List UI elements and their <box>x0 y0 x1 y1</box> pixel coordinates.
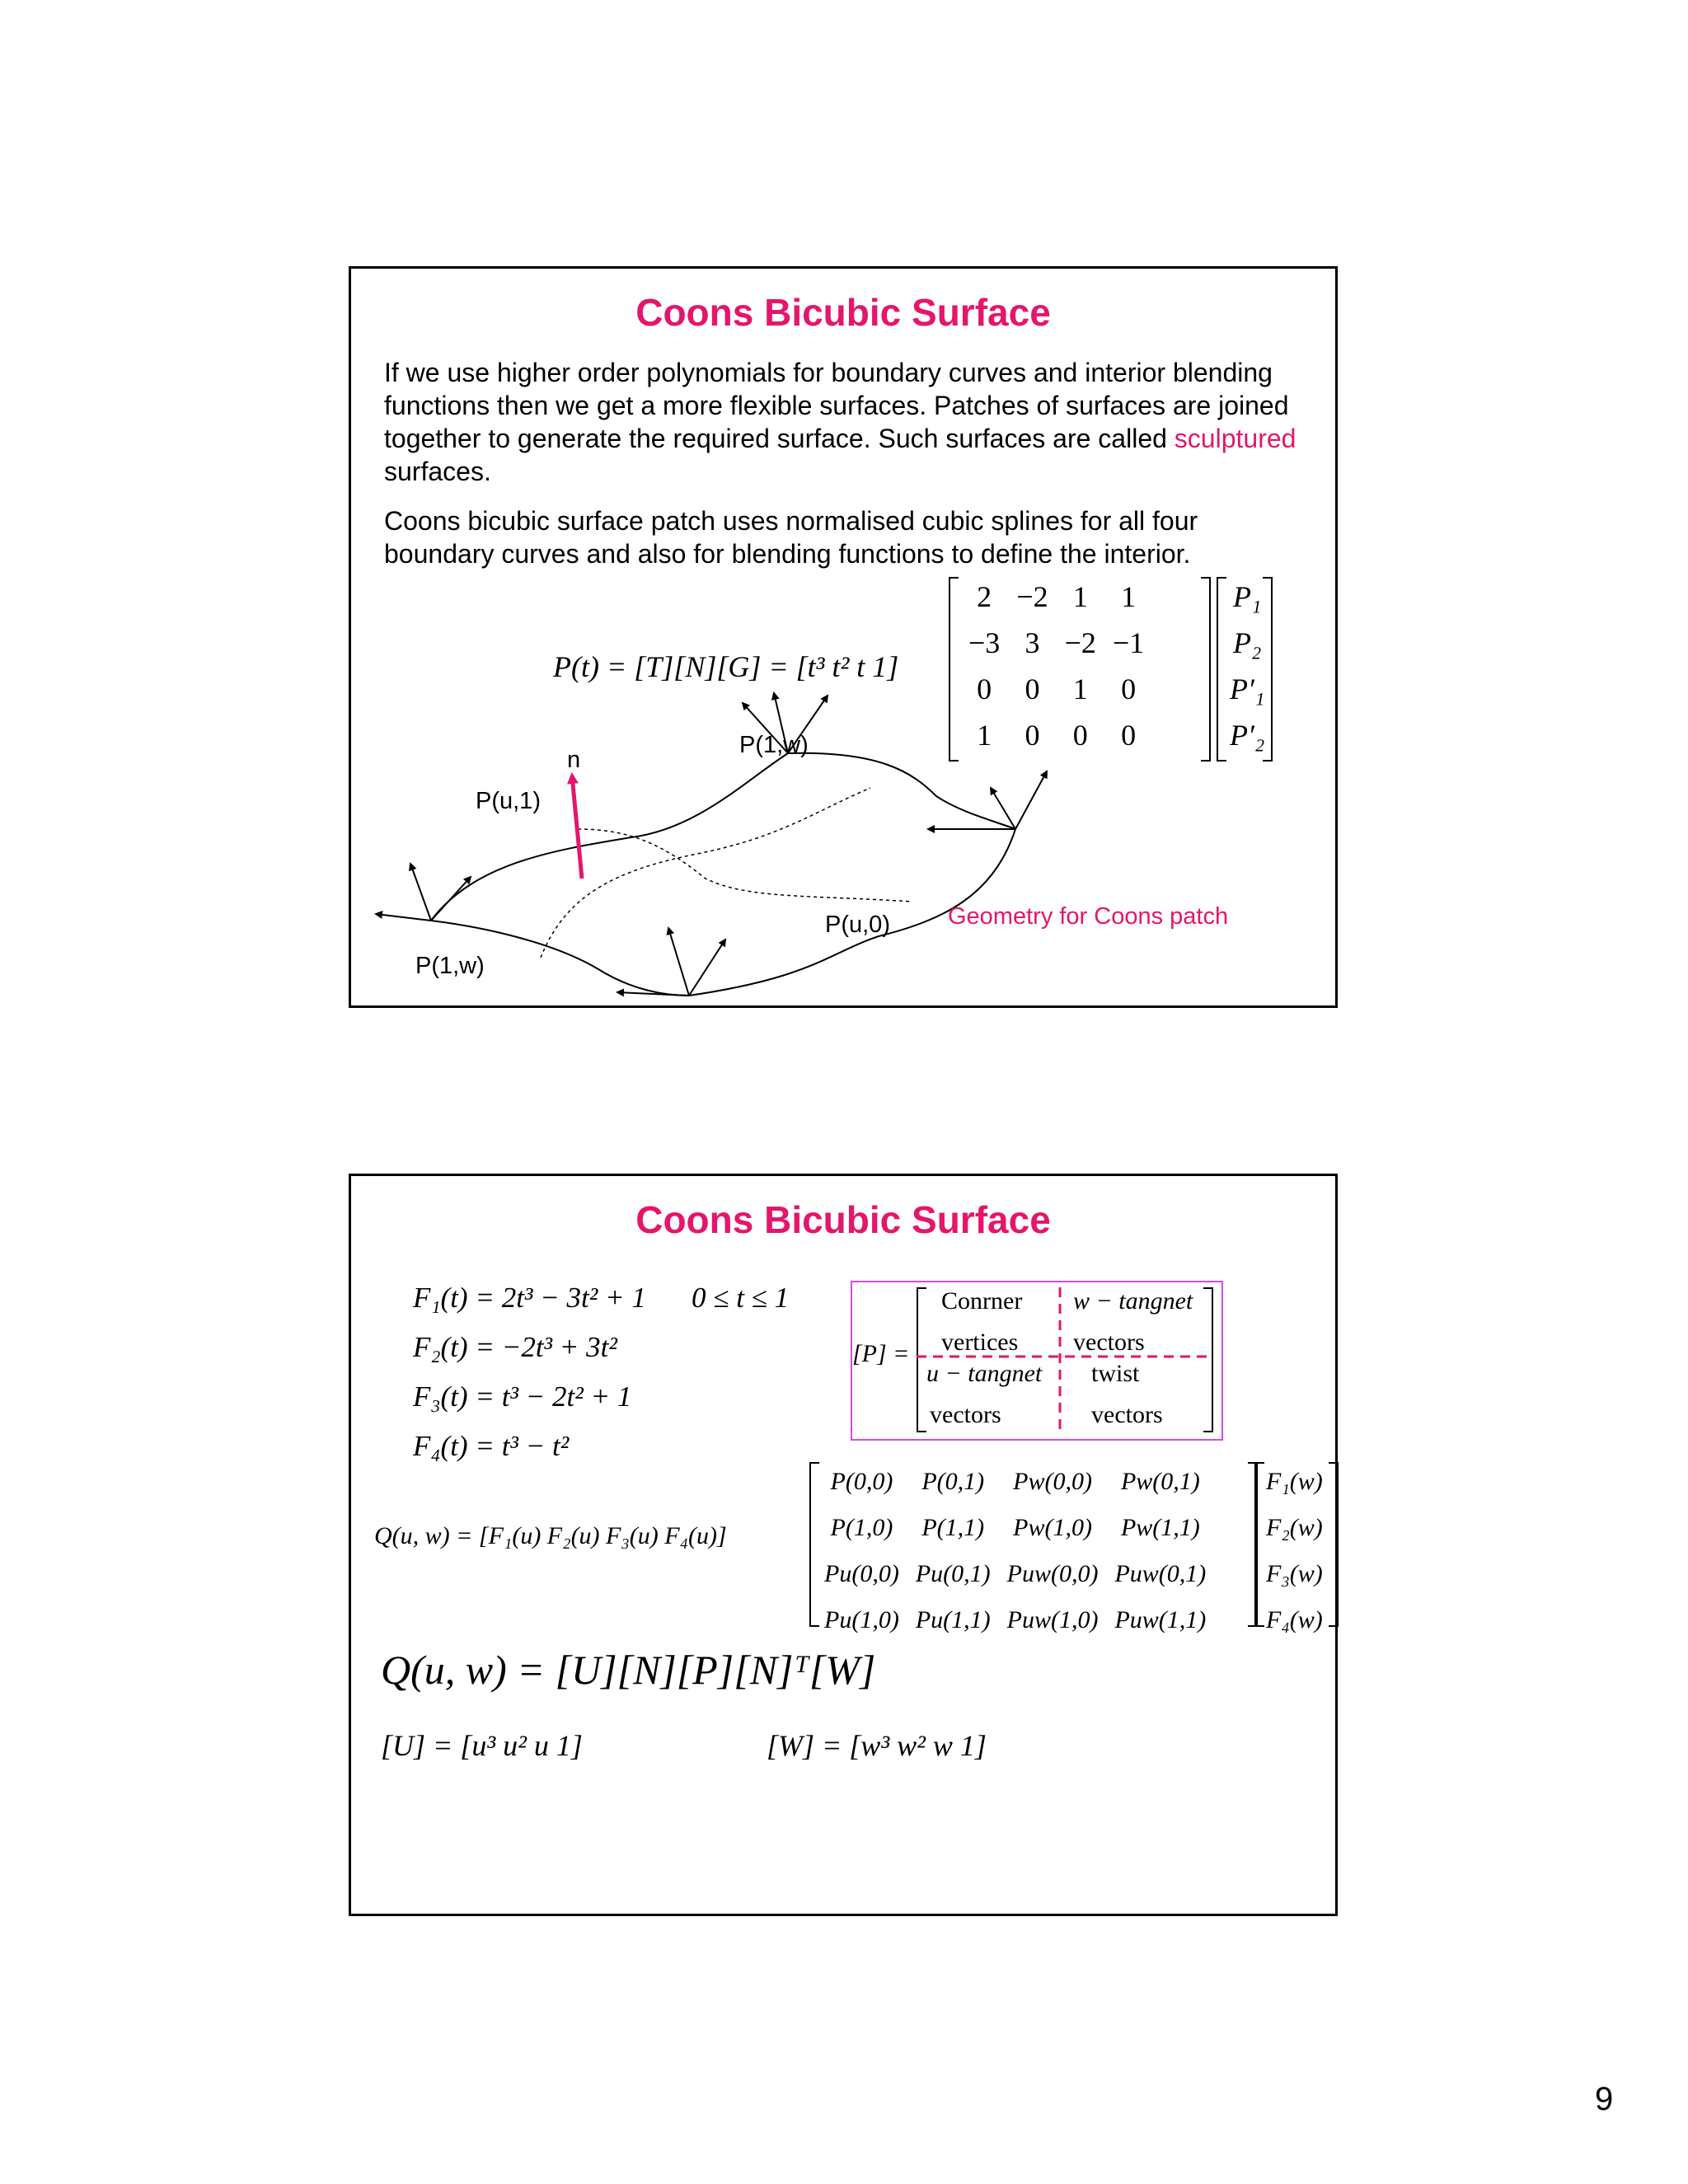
blending-f2: F₂(t) = −2t³ + 3t² <box>413 1331 617 1363</box>
p-matrix-box: [P] = Conrner vertices w − tangnet vectors u − tangnet vectors twist vectors <box>851 1281 1223 1441</box>
basis-matrix-cell: −3 <box>968 626 1001 659</box>
blending-vector-row <box>1258 1459 1331 1505</box>
blending-vector-cell: F₂(w) <box>1266 1514 1323 1541</box>
slide-1-paragraph-2: Coons bicubic surface patch uses normalised cubic splines for all four boundary curves and also for blending functions to define the interior. <box>384 506 1198 569</box>
basis-matrix-cell: 0 <box>1121 719 1137 752</box>
basis-matrix-cell: 1 <box>1072 580 1088 613</box>
geometry-matrix-cell: Pu(1,0) <box>824 1606 899 1633</box>
geometry-matrix-cell: P(1,0) <box>830 1514 893 1541</box>
label-pu1: P(u,1) <box>476 788 541 814</box>
label-p1w-top: P(1,w) <box>739 732 809 758</box>
geometry-matrix-cell: Puw(1,1) <box>1114 1606 1207 1633</box>
slide-1-paragraph-1: If we use higher order polynomials for boundary curves and interior blending functions then we get a more flexible surfaces. Patches of surfaces are joined together to generate the required surface. Such surfaces are called sculptured surfaces. <box>384 358 1296 486</box>
basis-matrix-cell: −2 <box>1016 580 1048 613</box>
w-vector-def: [W] = [w³ w² w 1] <box>767 1729 987 1762</box>
blending-vector-cell: F₁(w) <box>1266 1468 1323 1495</box>
geometry-matrix-cell: Puw(1,0) <box>1006 1606 1099 1633</box>
blending-vector-cell: F₄(w) <box>1266 1606 1323 1633</box>
slide-1-title: Coons Bicubic Surface <box>635 291 1051 334</box>
geometry-matrix-cell: P(1,1) <box>921 1514 985 1541</box>
basis-matrix-cell: 0 <box>1072 719 1088 752</box>
boundary-curve-top-left <box>431 753 788 921</box>
geometry-matrix-p <box>809 1459 1214 1643</box>
geometry-matrix-cell: Pu(1,1) <box>915 1606 991 1633</box>
geometry-matrix-cell: Pw(1,1) <box>1120 1514 1200 1541</box>
blending-vector-row <box>1258 1597 1331 1643</box>
basis-matrix-cell: −1 <box>1112 626 1145 659</box>
blending-f3: F₃(t) = t³ − 2t² + 1 <box>413 1380 632 1413</box>
diagram-caption: Geometry for Coons patch <box>948 903 1229 930</box>
interior-curve-1 <box>541 788 870 958</box>
geometry-matrix-row <box>816 1459 1214 1505</box>
basis-matrix-cell: 0 <box>1121 673 1137 705</box>
basis-matrix-cell: 1 <box>1072 673 1088 705</box>
page-number: 9 <box>1595 2081 1614 2117</box>
basis-matrix-cell: 1 <box>977 719 992 752</box>
q-compact-form: Q(u, w) = [U][N][P][N]ᵀ[W] <box>381 1647 876 1693</box>
interior-curve-2 <box>578 829 912 902</box>
geometry-vector-cell: P′₂ <box>1230 719 1265 752</box>
blending-f4: F₄(t) = t³ − t² <box>413 1430 570 1462</box>
geometry-matrix-cell: Pw(1,0) <box>1013 1514 1092 1541</box>
boundary-curve-top-right <box>788 753 1015 829</box>
basis-matrix-cell: 0 <box>1025 719 1040 752</box>
u-vector-def: [U] = [u³ u² u 1] <box>381 1729 583 1762</box>
geometry-vector-cell: P′₁ <box>1230 673 1265 705</box>
geometry-matrix-row <box>816 1505 1214 1551</box>
geometry-matrix-row <box>816 1551 1214 1597</box>
basis-matrix-cell: 1 <box>1121 580 1137 613</box>
slide-1 <box>349 266 1338 1008</box>
basis-matrix-cell: 2 <box>977 580 992 613</box>
basis-matrix-cell: −2 <box>1064 626 1096 659</box>
geometry-matrix-cell: Pu(0,1) <box>915 1560 991 1587</box>
label-pu0: P(u,0) <box>825 912 890 938</box>
basis-matrix-cell: 0 <box>977 673 992 705</box>
slide-2 <box>349 1174 1338 1916</box>
geometry-matrix-cell: P(0,1) <box>921 1468 985 1495</box>
geometry-matrix-cell: P(0,0) <box>830 1468 893 1495</box>
geometry-matrix-cell: Puw(0,1) <box>1114 1560 1207 1587</box>
geometry-matrix-row <box>816 1597 1214 1643</box>
q-expanded-lhs: Q(u, w) = [F₁(u) F₂(u) F₃(u) F₄(u)] <box>374 1522 727 1549</box>
geometry-matrix-cell: Puw(0,0) <box>1006 1560 1099 1587</box>
coons-patch-diagram <box>351 269 1335 1005</box>
basis-matrix-cell: 0 <box>1025 673 1040 705</box>
blending-f1: F₁(t) = 2t³ − 3t² + 1 <box>413 1282 646 1314</box>
blending-vector-row <box>1258 1505 1331 1551</box>
blending-vector-cell: F₃(w) <box>1266 1560 1323 1587</box>
geometry-matrix-cell: Pw(0,0) <box>1013 1468 1092 1495</box>
parametric-equation: P(t) = [T][N][G] = [t³ t² t 1] <box>553 650 899 683</box>
blending-w-vector <box>1254 1459 1331 1643</box>
label-normal: n <box>567 747 581 773</box>
normal-vector <box>572 776 582 879</box>
slide-2-title: Coons Bicubic Surface <box>635 1198 1051 1241</box>
label-p1w-bottom: P(1,w) <box>415 953 485 979</box>
geometry-matrix-cell: Pu(0,0) <box>824 1560 899 1587</box>
geometry-vector-cell: P₂ <box>1232 626 1262 659</box>
parameter-range: 0 ≤ t ≤ 1 <box>692 1282 790 1314</box>
blending-vector-row <box>1258 1551 1331 1597</box>
geometry-matrix-cell: Pw(0,1) <box>1120 1468 1200 1495</box>
basis-matrix-cell: 3 <box>1025 626 1040 659</box>
p-matrix-label: [P] = <box>852 1340 910 1367</box>
sculptured-term: sculptured <box>1174 424 1296 453</box>
geometry-vector-cell: P₁ <box>1232 580 1262 613</box>
